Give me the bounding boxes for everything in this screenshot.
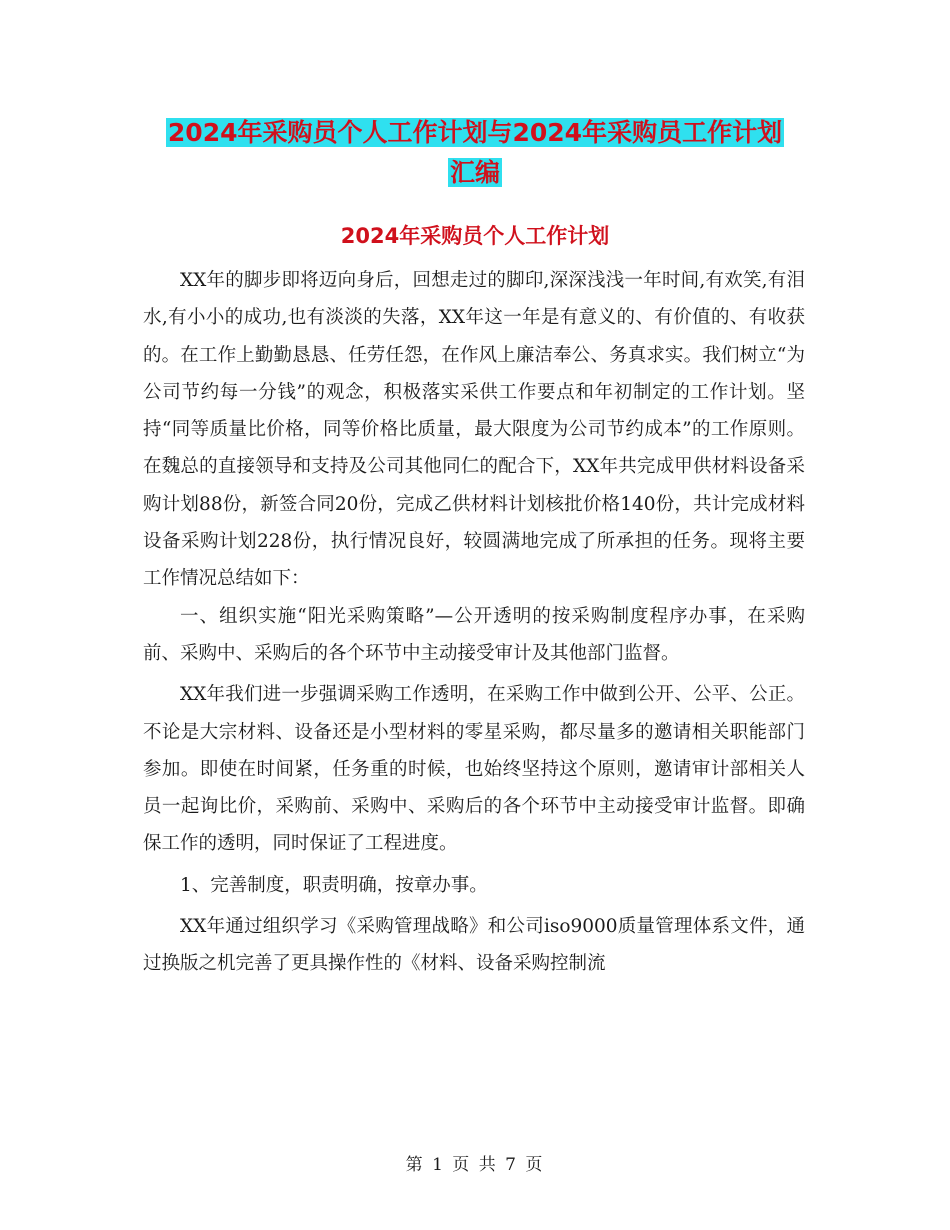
document-title-line2 <box>0 152 950 194</box>
section-title: 2024年采购员个人工作计划 <box>340 224 610 248</box>
document-title-line1 <box>0 112 950 154</box>
paragraph: XX年我们进一步强调采购工作透明，在采购工作中做到公开、公平、公正。不论是大宗材料、设备还是小型材料的零星采购，都尽量多的邀请相关职能部门参加。即使在时间紧，任务重的时候，也始终坚持这个原则，邀请审计部相关人员一起询比价，采购前、采购中、采购后的各个环节中主动接受审计监督。即确保工作的透明，同时保证了工程进度。 <box>143 684 805 855</box>
paragraph: XX年的脚步即将迈向身后，回想走过的脚印,深深浅浅一年时间,有欢笑,有泪水,有小小的成功,也有淡淡的失落，XX年这一年是有意义的、有价值的、有收获的。在工作上勤勤恳恳、任劳任怨，在作风上廉洁奉公、务真求实。我们树立“为公司节约每一分钱”的观念，积极落实采供工作要点和年初制定的工作计划。坚持“同等质量比价格，同等价格比质量，最大限度为公司节约成本”的工作原则。在魏总的直接领导和支持及公司其他同仁的配合下，XX年共完成甲供材料设备采购计划88份，新签合同20份，完成乙供材料计划核批价格140份，共计完成材料设备采购计划228份，执行情况良好，较圆满地完成了所承担的任务。现将主要工作情况总结如下： <box>143 270 805 590</box>
document-body <box>143 262 805 983</box>
paragraph: XX年通过组织学习《采购管理战略》和公司iso9000质量管理体系文件，通过换版之机完善了更具操作性的《材料、设备采购控制流 <box>143 916 805 975</box>
paragraph: 一、组织实施“阳光采购策略”—公开透明的按采购制度程序办事，在采购前、采购中、采购后的各个环节中主动接受审计及其他部门监督。 <box>143 605 805 664</box>
paragraph: 1、完善制度，职责明确，按章办事。 <box>180 874 488 896</box>
document-title-text-1: 2024年采购员个人工作计划与2024年采购员工作计划 <box>167 118 783 147</box>
page-footer: 第 1 页 共 7 页 <box>405 1155 545 1175</box>
document-title-text-2: 汇编 <box>449 158 500 187</box>
